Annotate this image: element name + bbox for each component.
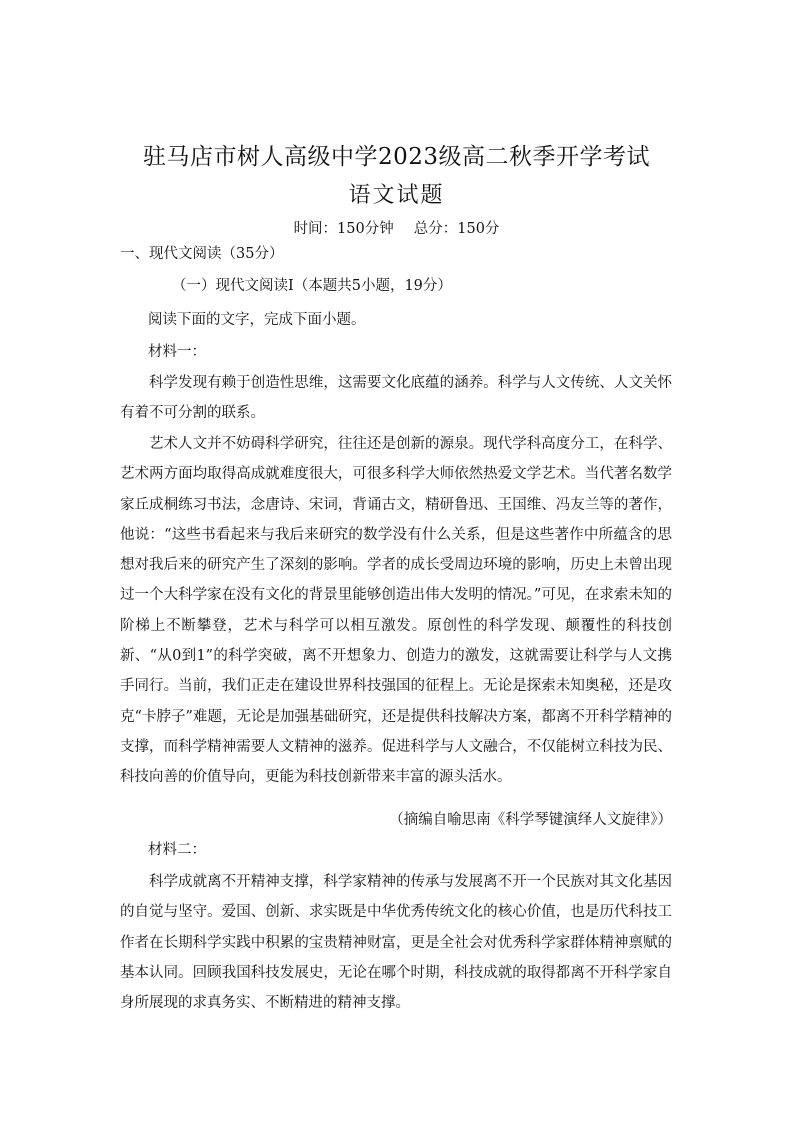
material-two-paragraph-1: 科学成就离不开精神支撑，科学家精神的传承与发展离不开一个民族对其文化基因的自觉与坚守。爱国、创新、求实既是中华优秀传统文化的核心价值，也是历代科技工作者在长期科学实践中积累的宝贵精神财富，更是全社会对优秀科学家群体精神禀赋的基本认同。回顾我国科技发展史，无论在哪个时期，科技成就的取得都离不开科学家自身所展现的求真务实、不断精进的精神支撑。	[120, 874, 672, 1012]
material-one-citation: （摘编自喻思南《科学琴键演绎人文旋律》）	[389, 812, 672, 828]
section-heading: 一、现代文阅读（35分）	[120, 246, 284, 262]
reading-instruction: 阅读下面的文字，完成下面小题。	[148, 312, 366, 328]
material-one-paragraph-2: 艺术人文并不妨碍科学研究，往往还是创新的源泉。现代学科高度分工，在科学、艺术两方面均取得高成就难度很大，可很多科学大师依然热爱文学艺术。当代著名数学家丘成桐练习书法，念唐诗、宋词，背诵古文，精研鲁迅、王国维、冯友兰等的著作，他说：“这些书看起来与我后来研究的数学没有什么关系，但是这些著作中所蕴含的思想对我后来的研究产生了深刻的影响。学者的成长受周边环境的影响，历史上未曾出现过一个大科学家在没有文化的背景里能够创造出伟大发明的情况。”可见，在求索未知的阶梯上不断攀登，艺术与科学可以相互激发。原创性的科学发现、颠覆性的科技创新、“从0到1”的科学突破，离不开想象力、创造力的激发，这就需要让科学与人文携手同行。当前，我们正走在建设世界科技强国的征程上。无论是探索未知奥秘，还是攻克“卡脖子”难题，无论是加强基础研究，还是提供科技解决方案，都离不开科学精神的支撑，而科学精神需要人文精神的滋养。促进科学与人文融合，不仅能树立科技为民、科技向善的价值导向，更能为科技创新带来丰富的源头活水。	[120, 436, 672, 786]
exam-total-score: 总分：150分	[413, 221, 500, 237]
exam-subtitle: 语文试题	[348, 183, 445, 208]
material-one-label: 材料一：	[148, 344, 206, 360]
exam-time: 时间：150分钟	[293, 221, 394, 237]
part-heading: （一）现代文阅读I（本题共5小题，19分）	[172, 278, 452, 294]
material-two-label: 材料二：	[148, 842, 206, 858]
exam-title: 驻马店市树人高级中学2023级高二秋季开学考试	[142, 144, 651, 170]
exam-meta	[0, 217, 793, 238]
material-one-paragraph-1: 科学发现有赖于创造性思维，这需要文化底蕴的涵养。科学与人文传统、人文关怀有着不可分割的联系。	[120, 375, 672, 422]
